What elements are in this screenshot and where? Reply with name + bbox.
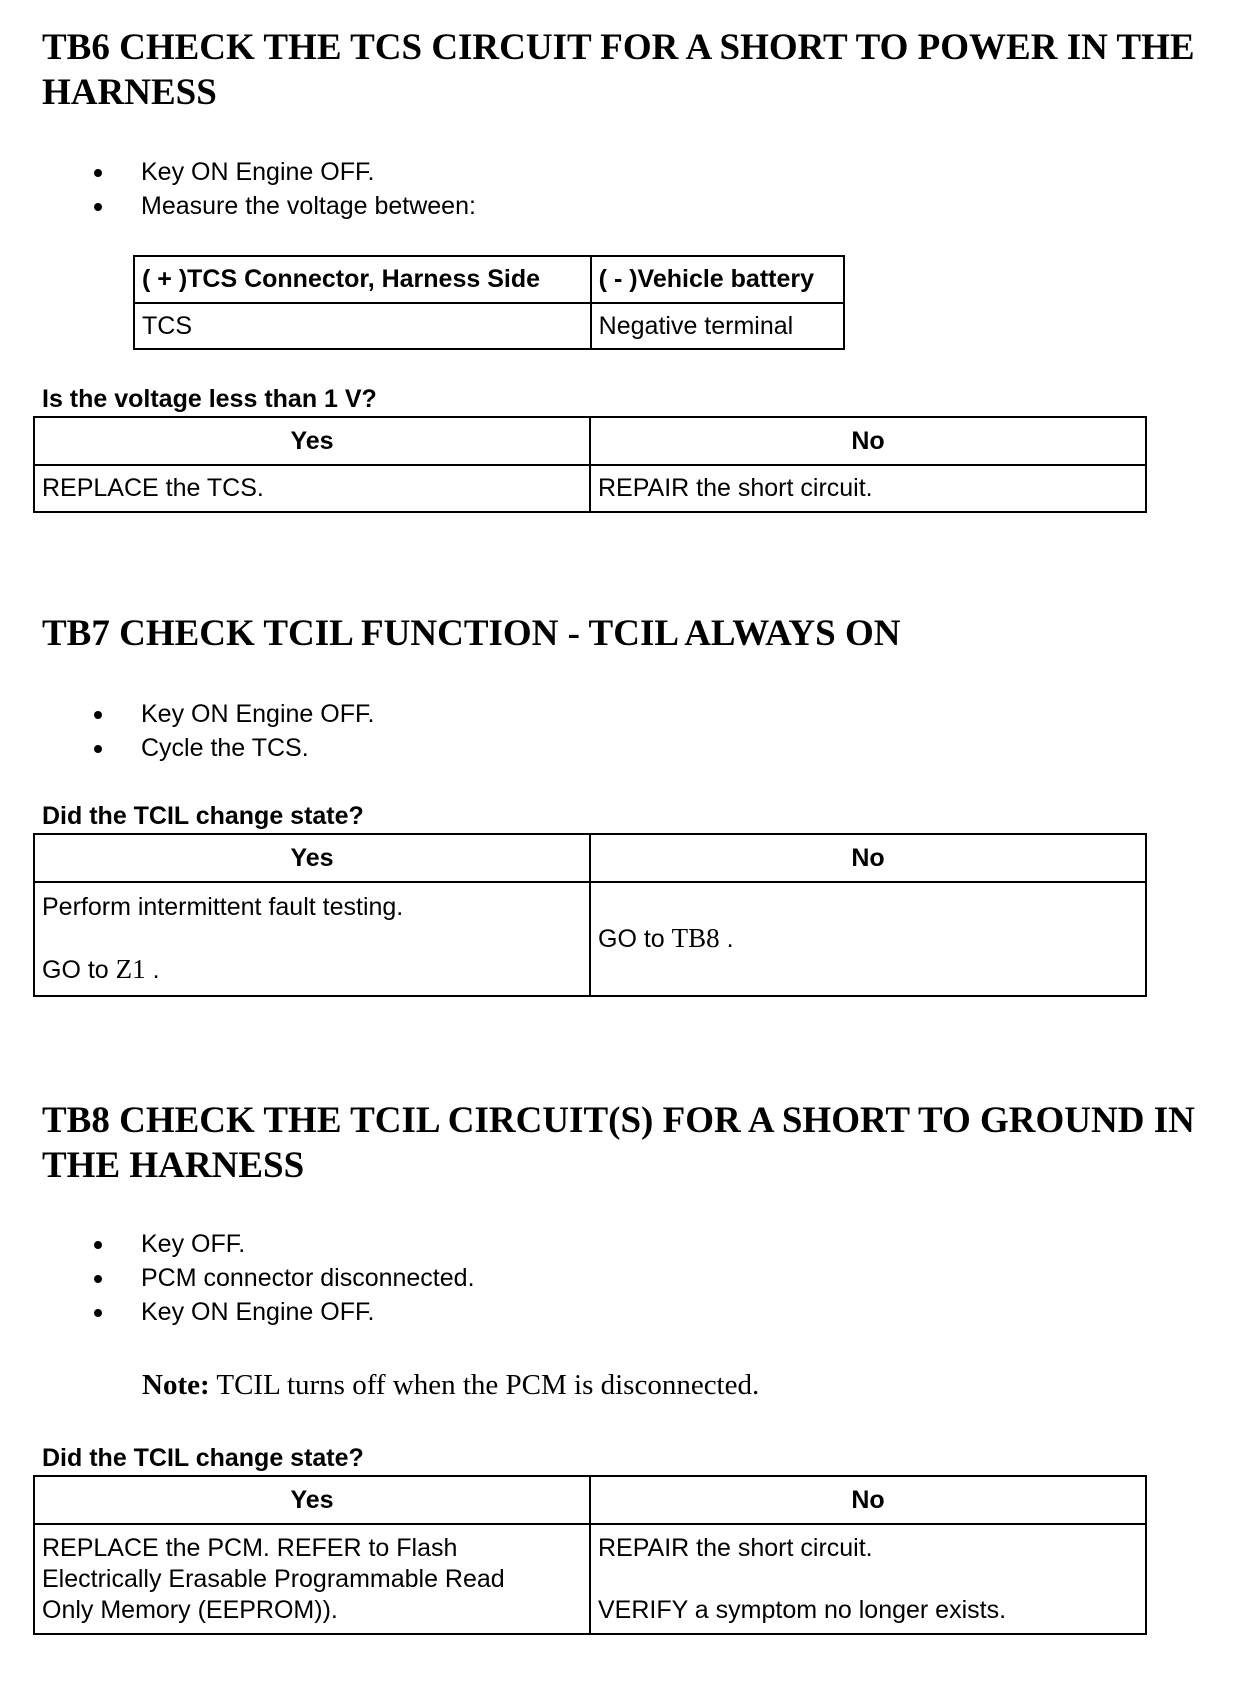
go-to-prefix: GO to <box>42 956 116 984</box>
tb8-question: Did the TCIL change state? <box>42 1444 364 1472</box>
spacer <box>42 923 582 954</box>
tb8-result-table <box>33 1475 1147 1635</box>
no-header: No <box>590 1476 1146 1524</box>
yes-header: Yes <box>34 834 590 882</box>
yes-result-line: Only Memory (EEPROM)). <box>42 1595 338 1624</box>
tb6-result-table <box>33 416 1147 513</box>
no-result-line: REPAIR the short circuit. <box>598 1533 873 1562</box>
no-result-line: VERIFY a symptom no longer exists. <box>598 1595 1007 1624</box>
tb6-question: Is the voltage less than 1 V? <box>42 385 377 413</box>
tb7-heading: TB7 CHECK TCIL FUNCTION - TCIL ALWAYS ON <box>42 613 901 654</box>
connector-header-positive: ( + )TCS Connector, Harness Side <box>134 256 591 303</box>
connector-header-negative: ( - )Vehicle battery <box>591 256 844 303</box>
tb8-heading: TB8 CHECK THE TCIL CIRCUIT(S) FOR A SHORT TO GROUND IN THE HARNESS <box>42 1100 1195 1186</box>
connector-cell-positive: TCS <box>134 303 591 349</box>
tb7-bullet-list <box>42 697 374 765</box>
yes-header: Yes <box>34 417 590 465</box>
spacer <box>598 1564 1138 1595</box>
tb6-bullet: Key ON Engine OFF. <box>42 155 476 189</box>
tb6-connector-table <box>133 255 845 350</box>
tb7-bullet: Key ON Engine OFF. <box>42 697 374 731</box>
yes-result-line: Electrically Erasable Programmable Read <box>42 1564 505 1593</box>
tb7-question: Did the TCIL change state? <box>42 802 364 830</box>
yes-result-text: Perform intermittent fault testing. <box>42 893 404 921</box>
no-result <box>590 882 1146 996</box>
no-result <box>590 1524 1146 1634</box>
tb6-bullet: Measure the voltage between: <box>42 189 476 223</box>
yes-header: Yes <box>34 1476 590 1524</box>
no-header: No <box>590 834 1146 882</box>
tb7-bullet: Cycle the TCS. <box>42 731 374 765</box>
step-link-z1[interactable]: Z1 <box>115 954 146 984</box>
no-header: No <box>590 417 1146 465</box>
go-to-suffix: . <box>719 925 734 953</box>
tb8-note <box>142 1367 759 1403</box>
tb7-result-table <box>33 833 1147 997</box>
note-text: TCIL turns off when the PCM is disconnected. <box>209 1369 760 1401</box>
tb8-bullet: Key OFF. <box>42 1227 475 1261</box>
tb8-bullet: PCM connector disconnected. <box>42 1261 475 1295</box>
yes-result: REPLACE the TCS. <box>34 465 590 512</box>
tb6-bullet-list <box>42 155 476 223</box>
yes-result <box>34 1524 590 1634</box>
no-result: REPAIR the short circuit. <box>590 465 1146 512</box>
yes-result <box>34 882 590 996</box>
connector-cell-negative: Negative terminal <box>591 303 844 349</box>
note-label: Note: <box>142 1369 210 1401</box>
tb6-heading: TB6 CHECK THE TCS CIRCUIT FOR A SHORT TO POWER IN THE HARNESS <box>42 27 1195 113</box>
tb8-bullet: Key ON Engine OFF. <box>42 1295 475 1329</box>
go-to-suffix: . <box>145 956 160 984</box>
tb8-bullet-list <box>42 1227 475 1329</box>
go-to-prefix: GO to <box>598 925 672 953</box>
yes-result-line: REPLACE the PCM. REFER to Flash <box>42 1533 458 1562</box>
step-link-tb8[interactable]: TB8 <box>671 923 720 953</box>
